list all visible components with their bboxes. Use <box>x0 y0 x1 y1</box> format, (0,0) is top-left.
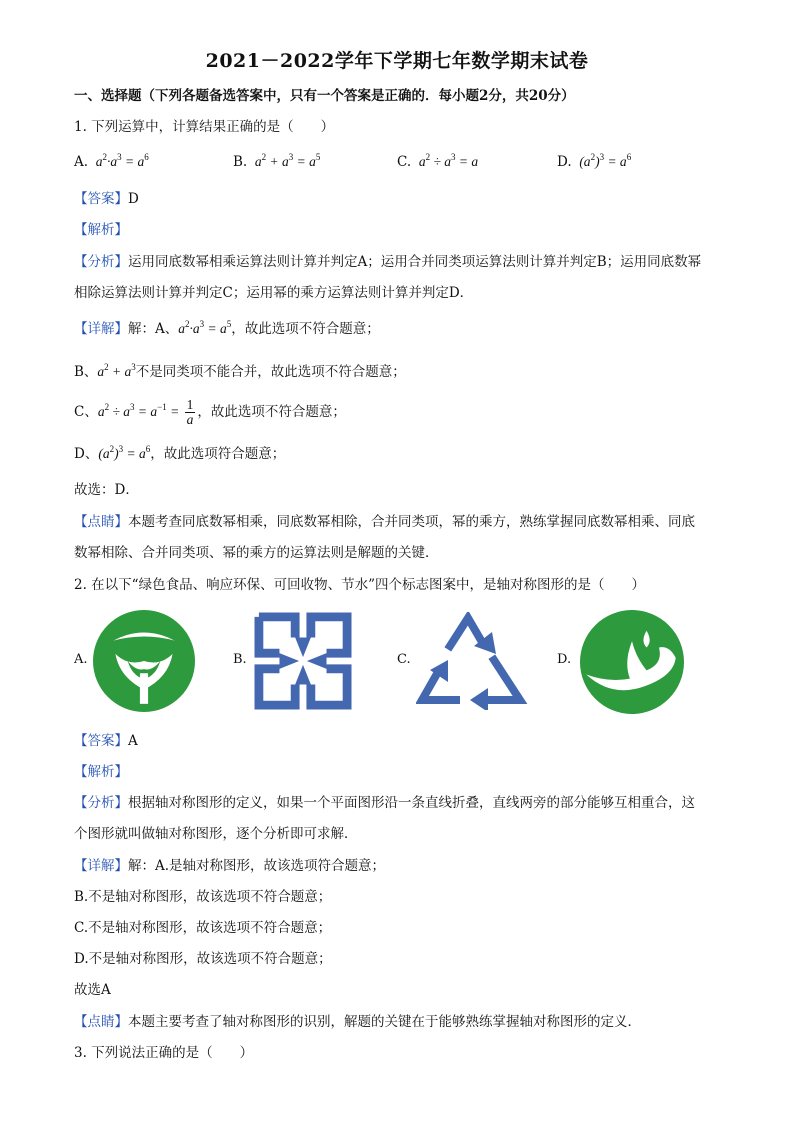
detail-suffix: ，故此选项符合题意； <box>150 446 286 462</box>
fenxi-tag: 【分析】 <box>74 795 128 811</box>
xiangjie-tag: 【详解】 <box>74 321 128 337</box>
answer-value: A <box>128 733 138 749</box>
detail-suffix: ，故此选项不符合题意； <box>197 404 346 420</box>
page-title: 2021－2022学年下学期七年数学期末试卷 <box>205 50 589 72</box>
q2-detail-c: C.不是轴对称图形，故该选项不符合题意； <box>74 920 332 936</box>
xiangjie-suffix: ，故此选项不符合题意； <box>231 321 380 337</box>
q2-xiangjie-line1 <box>74 856 385 876</box>
formula: $(a^2)^3 = a^6$ <box>98 444 151 461</box>
q1-detail-c <box>74 398 346 427</box>
option-formula: $(a^2)^3 = a^6$ <box>575 152 632 169</box>
q2-label-a: A. <box>74 652 88 667</box>
xiangjie-tag: 【详解】 <box>74 858 128 874</box>
q1-fenxi-line2: 相除运算法则计算并判定C；运用幂的乘方运算法则计算并判定D． <box>74 285 474 301</box>
q1-option-d[interactable] <box>557 154 631 170</box>
q1-dianjing-line1 <box>74 512 695 532</box>
dianjing-text: 本题考查同底数幂相乘，同底数幂相除，合并同类项，幂的乘方，熟练掌握同底数幂相乘、同底 <box>128 514 695 530</box>
q1-analysis-tag: 【解析】 <box>74 222 128 238</box>
detail-prefix: D、 <box>74 446 99 462</box>
dianjing-text: 本题主要考查了轴对称图形的识别，解题的关键在于能够熟练掌握轴对称图形的定义． <box>128 1014 641 1030</box>
option-label: C. <box>397 154 412 170</box>
option-formula: $a^2 + a^3 = a^5$ <box>251 152 321 169</box>
q1-conclusion: 故选：D． <box>74 482 139 498</box>
formula: $a^2\cdot a^3 = a^5$ <box>178 319 232 336</box>
q2-fenxi-line1 <box>74 793 695 813</box>
q2-answer <box>74 731 138 751</box>
xiangjie-text: 解：A.是轴对称图形，故该选项符合题意； <box>128 858 386 874</box>
q1-option-a[interactable] <box>74 154 149 170</box>
q1-option-c[interactable] <box>397 154 478 170</box>
q2-detail-d: D.不是轴对称图形，故该选项不符合题意； <box>74 951 332 967</box>
detail-suffix: 不是同类项不能合并，故此选项不符合题意； <box>135 364 406 380</box>
green-food-logo-icon[interactable] <box>93 610 195 712</box>
q1-detail-d <box>74 444 285 464</box>
option-formula: $a^2\cdot a^3 = a^6$ <box>92 152 149 169</box>
formula: $a^2 + a^3$ <box>97 362 136 379</box>
q2-conclusion: 故选A <box>74 982 111 998</box>
q1-option-b[interactable] <box>233 154 320 170</box>
answer-value: D <box>128 191 139 207</box>
q1-xiangjie-a <box>74 319 380 339</box>
option-label: B. <box>233 154 248 170</box>
q1-stem: 1. 下列运算中，计算结果正确的是（ ） <box>74 119 335 135</box>
detail-prefix: C、 <box>74 404 98 420</box>
fenxi-text: 运用同底数幂相乘运算法则计算并判定A；运用合并同类项运算法则计算并判定B；运用同底数幂 <box>128 254 702 270</box>
answer-tag: 【答案】 <box>74 191 128 207</box>
q1-fenxi-line1 <box>74 252 701 272</box>
q2-dianjing-line1 <box>74 1012 641 1032</box>
q1-dianjing-line2: 数幂相除、合并同类项、幂的乘方的运算法则是解题的关键． <box>74 545 439 561</box>
section-heading: 一、选择题（下列各题备选答案中，只有一个答案是正确的．每小题2分，共20分） <box>74 88 575 104</box>
dianjing-tag: 【点睛】 <box>74 1014 128 1030</box>
q2-detail-b: B.不是轴对称图形，故该选项不符合题意； <box>74 889 332 905</box>
water-saving-logo-icon[interactable] <box>580 610 684 714</box>
q2-analysis-tag: 【解析】 <box>74 764 128 780</box>
answer-tag: 【答案】 <box>74 733 128 749</box>
option-label: D. <box>557 154 572 170</box>
q2-fenxi-line2: 个图形就叫做轴对称图形，逐个分析即可求解． <box>74 826 358 842</box>
q2-stem: 2. 在以下“绿色食品、响应环保、可回收物、节水”四个标志图案中，是轴对称图形的是（ ） <box>74 577 645 593</box>
dianjing-tag: 【点睛】 <box>74 514 128 530</box>
xiangjie-prefix: 解：A、 <box>128 321 179 337</box>
option-formula: $a^2 \div a^3 = a$ <box>415 152 479 169</box>
q2-label-c: C. <box>397 652 411 667</box>
environment-logo-icon[interactable] <box>254 612 352 710</box>
option-label: A. <box>74 154 89 170</box>
q2-label-b: B. <box>233 652 247 667</box>
q1-answer <box>74 189 139 209</box>
q1-detail-b <box>74 362 406 382</box>
fraction-one-over-a: $\frac{1}{a}$ <box>186 397 194 427</box>
fenxi-text: 根据轴对称图形的定义，如果一个平面图形沿一条直线折叠，直线两旁的部分能够互相重合，这 <box>128 795 695 811</box>
detail-prefix: B、 <box>74 364 98 380</box>
recycle-logo-icon[interactable] <box>416 612 528 710</box>
formula: $a^2 \div a^3 = a^{-1}$ = <box>97 402 183 419</box>
fenxi-tag: 【分析】 <box>74 254 128 270</box>
q3-stem: 3. 下列说法正确的是（ ） <box>74 1045 254 1061</box>
q2-label-d: D. <box>557 652 572 667</box>
